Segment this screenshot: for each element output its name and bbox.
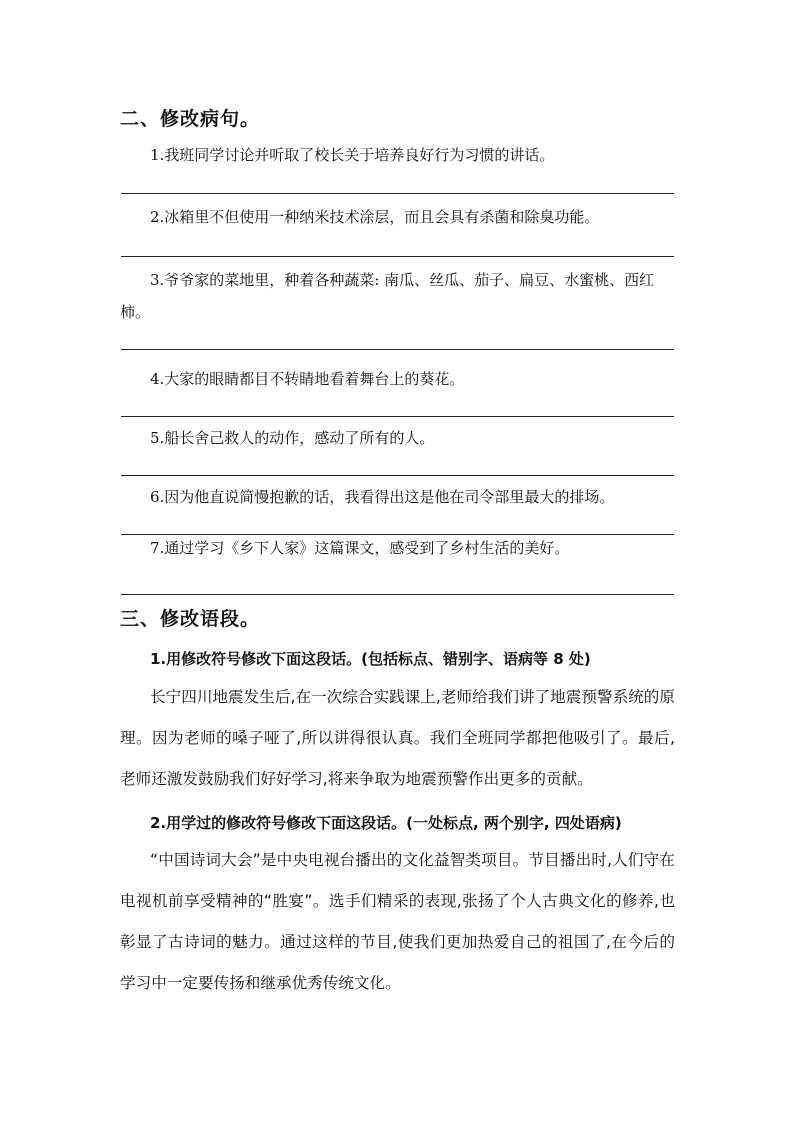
paragraph-1-text: 长宁四川地震发生后,在一次综合实践课上,老师给我们讲了地震预警系统的原理。因为老师的嗓子哑了,所以讲得很认真。我们全班同学都把他吸引了。最后,老师还激发鼓励我们好好学习,将来争取为地震预警作出更多的贡献。 — [120, 688, 675, 788]
section-2-title: 二、修改病句。 — [120, 108, 261, 130]
paragraph-2-text: “中国诗词大会”是中央电视台播出的文化益智类项目。节目播出时,人们守在电视机前享受精神的“胜宴”。选手们精采的表现,张扬了个人古典文化的修养,也彰显了古诗词的魅力。通过这样的节目,使我们更加热爱自己的祖国了,在今后的学习中一定要传扬和继承优秀传统文化。 — [120, 851, 675, 992]
question-1: 1.我班同学讨论并听取了校长关于培养良好行为习惯的讲话。 — [150, 146, 555, 164]
paragraph-1-prompt: 1.用修改符号修改下面这段话。(包括标点、错别字、语病等 8 处) — [150, 650, 591, 668]
question-3: 3.爷爷家的菜地里，种着各种蔬菜: 南瓜、丝瓜、茄子、扁豆、水蜜桃、西红柿。 — [120, 271, 655, 321]
question-4: 4.大家的眼睛都目不转睛地看着舞台上的葵花。 — [150, 370, 465, 388]
answer-line-5[interactable] — [121, 475, 674, 476]
section-3-title: 三、修改语段。 — [120, 608, 261, 630]
answer-line-3[interactable] — [121, 349, 674, 350]
answer-line-2[interactable] — [121, 256, 674, 257]
paragraph-2-prompt: 2.用学过的修改符号修改下面这段话。(一处标点, 两个别字, 四处语病) — [150, 814, 622, 832]
question-5: 5.船长舍己救人的动作，感动了所有的人。 — [150, 429, 435, 447]
answer-line-7[interactable] — [121, 594, 674, 595]
question-7: 7.通过学习《乡下人家》这篇课文，感受到了乡村生活的美好。 — [150, 539, 570, 557]
question-2: 2.冰箱里不但使用一种纳米技术涂层，而且会具有杀菌和除臭功能。 — [150, 208, 600, 226]
question-6: 6.因为他直说简慢抱歉的话，我看得出这是他在司令部里最大的排场。 — [150, 488, 615, 506]
answer-line-1[interactable] — [121, 193, 674, 194]
answer-line-4[interactable] — [121, 416, 674, 417]
